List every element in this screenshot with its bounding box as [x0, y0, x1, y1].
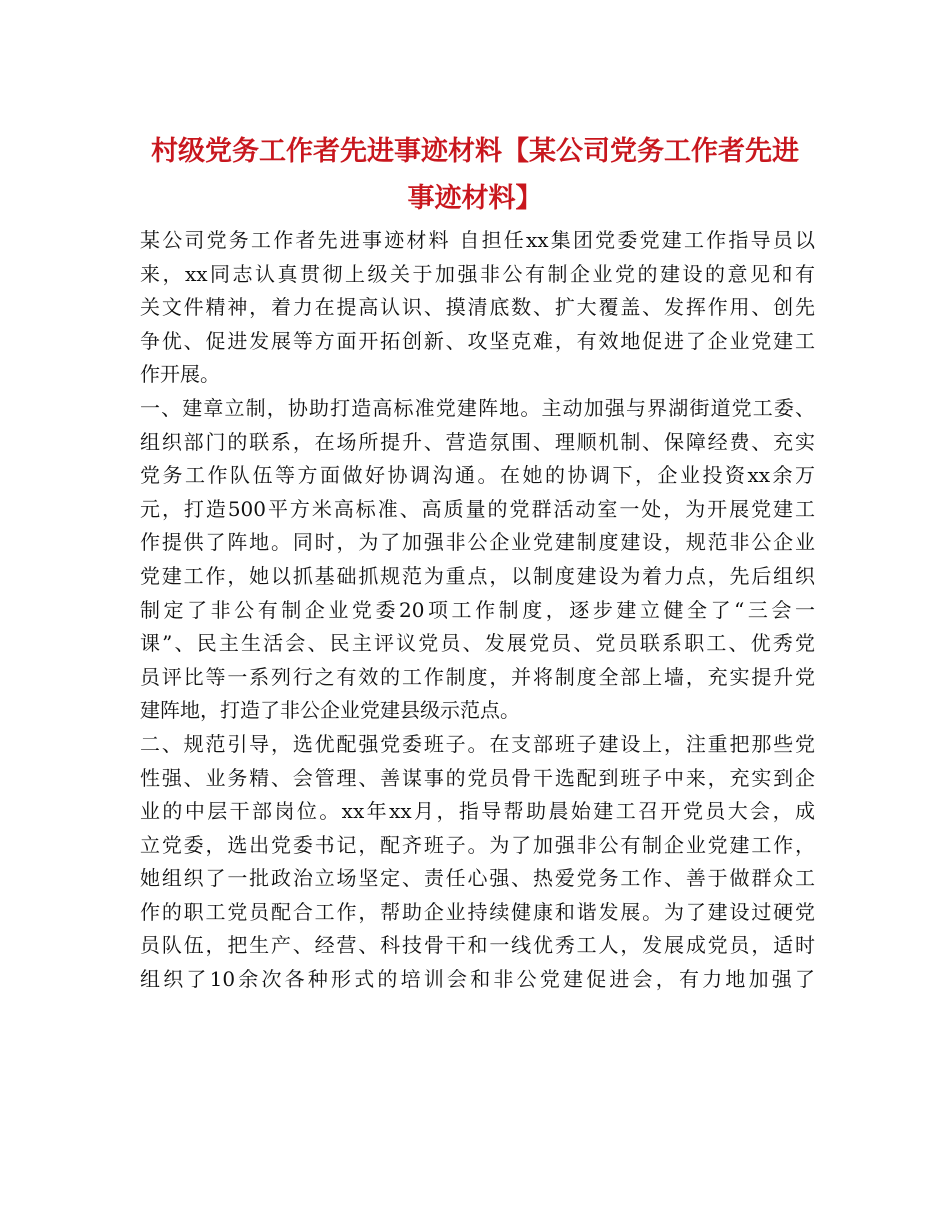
- body-line: 来，xx同志认真贯彻上级关于加强非公有制企业党的建设的意见和有: [140, 261, 815, 286]
- body-line: 业的中层干部岗位。xx年xx月，指导帮助晨始建工召开党员大会，成: [140, 799, 815, 824]
- document-title: [120, 128, 830, 222]
- body-line: 员队伍，把生产、经营、科技骨干和一线优秀工人，发展成党员，适时: [140, 933, 815, 958]
- body-line: 组织部门的联系，在场所提升、营造氛围、理顺机制、保障经费、充实: [140, 429, 815, 454]
- body-line: 立党委，选出党委书记，配齐班子。为了加强非公有制企业党建工作，: [140, 832, 815, 857]
- body-line: 二、规范引导，选优配强党委班子。在支部班子建设上，注重把那些党: [140, 731, 815, 756]
- body-line: 作的职工党员配合工作，帮助企业持续健康和谐发展。为了建设过硬党: [140, 899, 815, 924]
- body-line: 制定了非公有制企业党委20项工作制度，逐步建立健全了“三会一: [140, 597, 815, 622]
- body-line: 某公司党务工作者先进事迹材料 自担任xx集团党委党建工作指导员以: [140, 228, 815, 252]
- body-line: 关文件精神，着力在提高认识、摸清底数、扩大覆盖、发挥作用、创先: [140, 295, 815, 320]
- body-line: 她组织了一批政治立场坚定、责任心强、热爱党务工作、善于做群众工: [140, 866, 815, 891]
- title-line: 事迹材料】: [407, 183, 543, 214]
- body-line: 争优、促进发展等方面开拓创新、攻坚克难，有效地促进了企业党建工: [140, 328, 815, 353]
- body-line: 一、建章立制，协助打造高标准党建阵地。主动加强与界湖街道党工委、: [140, 395, 815, 420]
- body-line: 员评比等一系列行之有效的工作制度，并将制度全部上墙，充实提升党: [140, 664, 815, 689]
- body-line: 元，打造500平方米高标准、高质量的党群活动室一处，为开展党建工: [140, 496, 815, 521]
- body-line: 作提供了阵地。同时，为了加强非公企业党建制度建设，规范非公企业: [140, 530, 815, 555]
- body-line: 性强、业务精、会管理、善谋事的党员骨干选配到班子中来，充实到企: [140, 765, 815, 790]
- body-line: 建阵地，打造了非公企业党建县级示范点。: [140, 698, 520, 723]
- body-line: 作开展。: [140, 362, 220, 387]
- body-line: 党建工作，她以抓基础抓规范为重点，以制度建设为着力点，先后组织: [140, 563, 815, 588]
- document-body: [140, 224, 815, 997]
- title-line: 村级党务工作者先进事迹材料【某公司党务工作者先进: [151, 136, 799, 167]
- body-line: 课”、民主生活会、民主评议党员、发展党员、党员联系职工、优秀党: [140, 631, 815, 656]
- body-line: 组织了10余次各种形式的培训会和非公党建促进会，有力地加强了: [140, 967, 815, 992]
- body-line: 党务工作队伍等方面做好协调沟通。在她的协调下，企业投资xx余万: [140, 463, 815, 488]
